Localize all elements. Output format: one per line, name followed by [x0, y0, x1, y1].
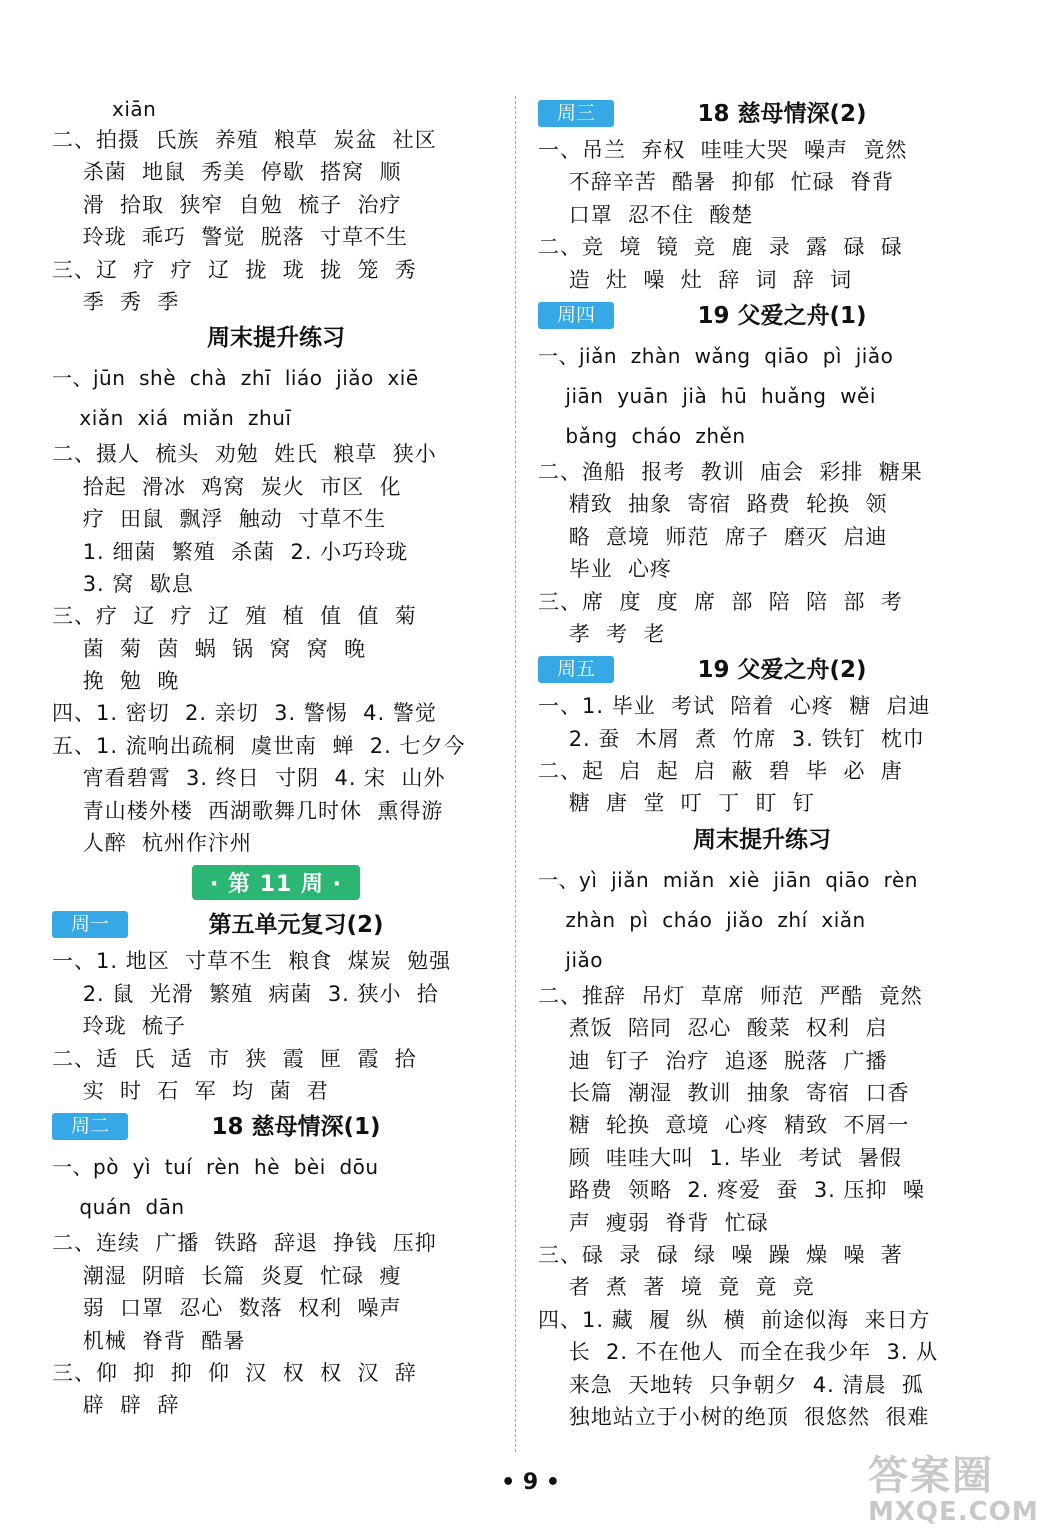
- pinyin-line: quán dān: [52, 1195, 185, 1220]
- answer-line: 二、连续 广播 铁路 辞退 挣钱 压抑: [52, 1231, 437, 1256]
- pinyin-line: 一、jiǎn zhàn wǎng qiāo pì jiǎo: [538, 343, 894, 368]
- answer-line: 青山楼外楼 西湖歌舞几时休 熏得游: [52, 798, 444, 823]
- answer-line: 五、1. 流响出疏桐 虞世南 蝉 2. 七夕今: [52, 733, 466, 758]
- week-badge: · 第 11 周 ·: [192, 865, 360, 900]
- day-heading: [52, 1107, 500, 1147]
- answer-line: 三、辽 疗 疗 辽 拢 珑 拢 笼 秀: [52, 257, 417, 282]
- answer-line: 四、1. 藏 履 纵 横 前途似海 来日方: [538, 1307, 931, 1332]
- pinyin-block: [52, 1147, 500, 1227]
- day-badge: 周一: [52, 911, 128, 938]
- answer-line: 人醉 杭州作汴州: [52, 831, 253, 856]
- answer-line: 三、仰 抑 抑 仰 汉 权 权 汉 辞: [52, 1360, 417, 1385]
- day-heading: [538, 296, 986, 336]
- answer-line: 机械 脊背 酷暑: [52, 1328, 246, 1353]
- answer-line: 不辞辛苦 酷暑 抑郁 忙碌 脊背: [538, 170, 895, 195]
- answer-line: 三、碌 录 碌 绿 噪 躁 燥 噪 著: [538, 1242, 903, 1267]
- answer-line: 路费 领略 2. 疼爱 蚕 3. 压抑 噪: [538, 1178, 925, 1203]
- day-heading: [538, 94, 986, 134]
- answer-line: 略 意境 师范 席子 磨灭 启迪: [538, 524, 888, 549]
- answer-line: 宵看碧霄 3. 终日 寸阴 4. 宋 山外: [52, 766, 446, 791]
- right-column: [538, 94, 986, 1433]
- answer-line: 糖 唐 堂 叮 丁 盯 钉: [538, 791, 815, 816]
- answer-line: 拾起 滑冰 鸡窝 炭火 市区 化: [52, 474, 402, 499]
- answer-line: 2. 鼠 光滑 繁殖 病菌 3. 狭小 拾: [52, 981, 439, 1006]
- weekend-title: 周末提升练习: [693, 826, 831, 853]
- page-number: • 9 •: [501, 1470, 560, 1495]
- answer-line: 疗 田鼠 飘浮 触动 寸草不生: [52, 507, 387, 532]
- answer-line: 精致 抽象 寄宿 路费 轮换 领: [538, 492, 888, 517]
- answer-line: 孝 考 老: [538, 621, 666, 646]
- pinyin-line: jiān yuān jià hū huǎng wěi: [538, 383, 876, 408]
- answer-line: 二、渔船 报考 教训 庙会 彩排 糖果: [538, 459, 923, 484]
- answer-line: 一、吊兰 弃权 哇哇大哭 噪声 竟然: [538, 138, 908, 162]
- answer-line: 1. 细菌 繁殖 杀菌 2. 小巧玲珑: [52, 539, 409, 564]
- pinyin-line: jiǎo: [538, 947, 604, 972]
- answer-line: 玲珑 乖巧 警觉 脱落 寸草不生: [52, 225, 409, 250]
- lesson-title: 19 父爱之舟(1): [697, 302, 867, 329]
- pinyin-line: 一、yì jiǎn miǎn xiè jiān qiāo rèn: [538, 867, 918, 892]
- answer-block: [538, 456, 986, 650]
- pinyin-line: zhàn pì cháo jiǎo zhí xiǎn: [538, 907, 866, 932]
- answer-line: 三、席 度 度 席 部 陪 陪 部 考: [538, 589, 903, 614]
- answer-line: 辟 辟 辞: [52, 1393, 180, 1418]
- pinyin-line: 一、pò yì tuí rèn hè bèi dōu: [52, 1155, 379, 1180]
- watermark-text: 答案圈: [868, 1453, 994, 1499]
- answer-line: 二、摄人 梳头 劝勉 姓氏 粮草 狭小: [52, 442, 437, 467]
- answer-block: [538, 980, 986, 1433]
- week-heading: [52, 859, 500, 905]
- answer-line: 潮湿 阴暗 长篇 炎夏 忙碌 瘦: [52, 1263, 402, 1288]
- answer-line: 者 煮 著 境 竟 竟 竞: [538, 1275, 815, 1300]
- pinyin-line: xiǎn xiá miǎn zhuī: [52, 406, 292, 431]
- answer-block: [52, 1227, 500, 1421]
- lesson-title: 18 慈母情深(2): [697, 101, 867, 127]
- answer-block: [52, 438, 500, 859]
- pinyin-block: [538, 336, 986, 456]
- answer-line: 3. 窝 歇息: [52, 571, 194, 596]
- day-badge: 周四: [538, 302, 614, 329]
- answer-line: 口罩 忍不住 酸楚: [538, 202, 754, 227]
- weekend-title: 周末提升练习: [207, 325, 345, 352]
- answer-line: 弱 口罩 忍心 数落 权利 噪声: [52, 1296, 402, 1321]
- answer-line: 季 秀 季: [52, 289, 180, 314]
- watermark-url: MXQE.COM: [868, 1497, 1039, 1527]
- day-badge: 周二: [52, 1113, 128, 1140]
- answer-line: 四、1. 密切 2. 亲切 3. 警惕 4. 警觉: [52, 701, 437, 726]
- lesson-title: 19 父爱之舟(2): [697, 657, 867, 684]
- answer-line: 玲珑 梳子: [52, 1014, 187, 1039]
- watermark-logo: [868, 1455, 1058, 1533]
- answer-line: 菌 菊 茵 蜗 锅 窝 窝 晚: [52, 636, 367, 661]
- answer-line: 糖 轮换 意境 心疼 精致 不屑一: [538, 1113, 910, 1138]
- answer-block: [52, 124, 500, 318]
- answer-line: 煮饭 陪同 忍心 酸菜 权利 启: [538, 1016, 888, 1041]
- answer-line: 三、疗 辽 疗 辽 殖 植 值 值 菊: [52, 604, 417, 629]
- day-heading: [52, 905, 500, 945]
- answer-line: 一、1. 毕业 考试 陪着 心疼 糖 启迪: [538, 694, 931, 719]
- answer-line: 杀菌 地鼠 秀美 停歇 搭窝 顺: [52, 160, 402, 185]
- answer-line: 造 灶 噪 灶 辞 词 辞 词: [538, 267, 853, 292]
- answer-line: 一、1. 地区 寸草不生 粮食 煤炭 勉强: [52, 949, 452, 974]
- lesson-title: 18 慈母情深(1): [211, 1114, 381, 1141]
- pinyin-line: bǎng cháo zhěn: [538, 423, 746, 448]
- answer-line: 迪 钉子 治疗 追逐 脱落 广播: [538, 1048, 888, 1073]
- answer-line: 二、推辞 吊灯 草席 师范 严酷 竟然: [538, 983, 923, 1008]
- answer-block: [52, 945, 500, 1107]
- answer-line: 挽 勉 晚: [52, 669, 180, 694]
- answer-block: [538, 134, 986, 296]
- pinyin-line: 一、jūn shè chà zhī liáo jiǎo xiē: [52, 366, 419, 391]
- column-divider: [515, 96, 516, 1452]
- answer-line: 二、竞 境 镜 竞 鹿 录 露 碌 碌: [538, 235, 903, 260]
- answer-line: 来急 天地转 只争朝夕 4. 清晨 孤: [538, 1372, 924, 1397]
- answer-line: 声 瘦弱 脊背 忙碌: [538, 1210, 769, 1235]
- pinyin-block: [52, 358, 500, 438]
- answer-line: 2. 蚕 木屑 煮 竹席 3. 铁钉 枕巾: [538, 726, 925, 751]
- day-heading: [538, 650, 986, 690]
- answer-line: 滑 拾取 狭窄 自勉 梳子 治疗: [52, 192, 402, 217]
- answer-line: 长篇 潮湿 教训 抽象 寄宿 口香: [538, 1081, 910, 1106]
- answer-block: [538, 690, 986, 820]
- answer-line: 毕业 心疼: [538, 557, 673, 582]
- answer-line: 长 2. 不在他人 而全在我少年 3. 从: [538, 1340, 939, 1365]
- day-badge: 周五: [538, 656, 614, 683]
- answer-line: 二、拍摄 氏族 养殖 粮草 炭盆 社区: [52, 128, 437, 152]
- left-column: [52, 94, 500, 1422]
- answer-line: 独地站立于小树的绝顶 很悠然 很难: [538, 1404, 930, 1429]
- answer-line: 顾 哇哇大叫 1. 毕业 考试 暑假: [538, 1145, 902, 1170]
- answer-line: 二、适 氏 适 市 狭 霞 匣 霞 拾: [52, 1046, 417, 1071]
- pinyin-block: [538, 860, 986, 980]
- answer-line: 实 时 石 军 均 菌 君: [52, 1078, 329, 1103]
- lesson-title: 第五单元复习(2): [208, 912, 384, 939]
- day-badge: 周三: [538, 100, 614, 127]
- pinyin-line: xiān: [112, 97, 157, 121]
- answer-line: 二、起 启 起 启 蔽 碧 毕 必 唐: [538, 759, 903, 784]
